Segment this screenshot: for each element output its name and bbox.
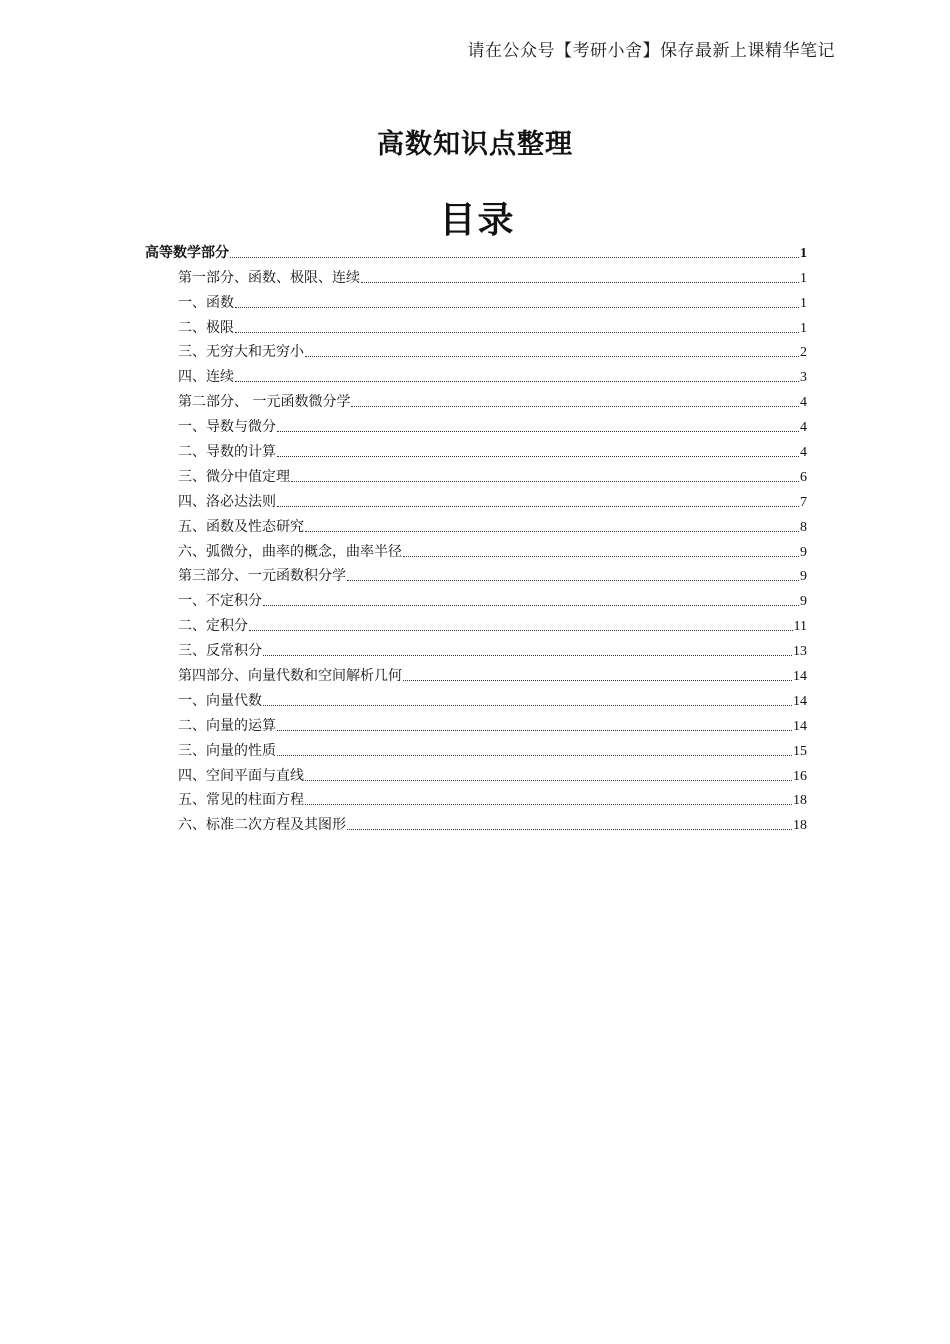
toc-entry-page-number: 7	[800, 494, 807, 510]
toc-entry-label: 四、连续	[178, 369, 234, 386]
toc-dot-leader	[305, 804, 792, 805]
toc-entry-label: 一、导数与微分	[178, 419, 276, 436]
toc-entry[interactable]	[145, 514, 807, 539]
toc-entry-page-number: 4	[800, 395, 807, 411]
toc-entry-page-number: 15	[793, 743, 807, 759]
toc-entry[interactable]	[145, 688, 807, 713]
toc-entry[interactable]	[145, 489, 807, 514]
toc-entry-page-number: 1	[800, 270, 807, 286]
toc-dot-leader	[235, 307, 799, 308]
toc-entry-page-number: 1	[800, 320, 807, 336]
toc-entry-page-number: 9	[800, 569, 807, 585]
toc-entry-page-number: 4	[800, 445, 807, 461]
toc-dot-leader	[277, 755, 792, 756]
toc-dot-leader	[347, 580, 799, 581]
toc-entry[interactable]	[145, 265, 807, 290]
toc-entry-page-number: 8	[800, 519, 807, 535]
toc-entry-page-number: 11	[793, 619, 807, 635]
toc-dot-leader	[235, 381, 799, 382]
toc-entry-label: 三、微分中值定理	[178, 468, 290, 485]
toc-entry[interactable]	[145, 713, 807, 738]
toc-entry-label: 二、定积分	[178, 618, 248, 635]
toc-entry[interactable]	[145, 414, 807, 439]
toc-dot-leader	[263, 655, 792, 656]
toc-entry-page-number: 6	[800, 469, 807, 485]
toc-entry[interactable]	[145, 564, 807, 589]
toc-heading: 目录	[439, 199, 516, 241]
toc-entry-label: 第二部分、 一元函数微分学	[178, 394, 351, 411]
toc-entry[interactable]	[145, 340, 807, 365]
toc-entry-page-number: 1	[800, 295, 807, 311]
toc-entry[interactable]	[145, 315, 807, 340]
toc-entry[interactable]	[145, 613, 807, 638]
toc-entry-label: 五、函数及性态研究	[178, 518, 304, 535]
toc-entry[interactable]	[145, 240, 807, 265]
toc-entry[interactable]	[145, 439, 807, 464]
toc-entry-page-number: 14	[793, 718, 807, 734]
toc-entry[interactable]	[145, 763, 807, 788]
toc-entry-label: 六、弧微分，曲率的概念，曲率半径	[178, 543, 402, 560]
toc-entry-label: 三、反常积分	[178, 643, 262, 660]
toc-entry[interactable]	[145, 738, 807, 763]
toc-entry-page-number: 18	[793, 818, 807, 834]
toc-entry-label: 三、无穷大和无穷小	[178, 344, 304, 361]
toc-entry[interactable]	[145, 663, 807, 688]
toc-entry-page-number: 14	[793, 693, 807, 709]
toc-entry-page-number: 13	[793, 644, 807, 660]
toc-dot-leader	[263, 605, 799, 606]
toc-entry-page-number: 9	[800, 594, 807, 610]
toc-dot-leader	[305, 780, 792, 781]
toc-dot-leader	[361, 282, 799, 283]
toc-entry-label: 六、标准二次方程及其图形	[178, 817, 346, 834]
toc-entry[interactable]	[145, 539, 807, 564]
toc-entry[interactable]	[145, 638, 807, 663]
header-note: 请在公众号【考研小舍】保存最新上课精华笔记	[467, 41, 835, 61]
toc-dot-leader	[230, 257, 799, 258]
toc-entry-label: 二、向量的运算	[178, 717, 276, 734]
toc-entry[interactable]	[145, 389, 807, 414]
toc-dot-leader	[249, 630, 793, 631]
toc-entry-label: 一、向量代数	[178, 692, 262, 709]
toc-entry-page-number: 18	[793, 793, 807, 809]
toc-entry-label: 一、不定积分	[178, 593, 262, 610]
toc-dot-leader	[277, 730, 792, 731]
toc-entry-label: 高等数学部分	[145, 244, 229, 261]
table-of-contents	[145, 240, 807, 837]
toc-dot-leader	[291, 481, 799, 482]
toc-entry[interactable]	[145, 364, 807, 389]
toc-entry-page-number: 2	[800, 345, 807, 361]
toc-entry-label: 二、极限	[178, 319, 234, 336]
toc-entry-label: 三、向量的性质	[178, 742, 276, 759]
toc-entry-label: 四、空间平面与直线	[178, 767, 304, 784]
toc-entry[interactable]	[145, 464, 807, 489]
toc-dot-leader	[351, 406, 799, 407]
toc-entry-label: 第一部分、函数、极限、连续	[178, 269, 360, 286]
document-title: 高数知识点整理	[377, 129, 573, 160]
toc-entry-label: 四、洛必达法则	[178, 493, 276, 510]
toc-entry-page-number: 14	[793, 669, 807, 685]
toc-dot-leader	[403, 680, 792, 681]
toc-entry-label: 第四部分、向量代数和空间解析几何	[178, 668, 402, 685]
toc-entry-label: 二、导数的计算	[178, 444, 276, 461]
toc-entry-page-number: 1	[800, 245, 807, 261]
toc-dot-leader	[235, 332, 799, 333]
toc-entry[interactable]	[145, 290, 807, 315]
toc-dot-leader	[305, 356, 799, 357]
toc-entry-page-number: 3	[800, 370, 807, 386]
toc-dot-leader	[347, 829, 792, 830]
toc-entry[interactable]	[145, 588, 807, 613]
toc-entry-label: 一、函数	[178, 294, 234, 311]
toc-dot-leader	[277, 456, 799, 457]
toc-entry[interactable]	[145, 788, 807, 813]
toc-dot-leader	[305, 531, 799, 532]
toc-entry-page-number: 9	[800, 544, 807, 560]
toc-dot-leader	[277, 431, 799, 432]
toc-dot-leader	[277, 506, 799, 507]
toc-dot-leader	[263, 705, 792, 706]
toc-entry-label: 第三部分、一元函数积分学	[178, 568, 346, 585]
toc-entry[interactable]	[145, 812, 807, 837]
toc-entry-label: 五、常见的柱面方程	[178, 792, 304, 809]
toc-entry-page-number: 4	[800, 420, 807, 436]
toc-entry-page-number: 16	[793, 768, 807, 784]
toc-dot-leader	[403, 556, 799, 557]
